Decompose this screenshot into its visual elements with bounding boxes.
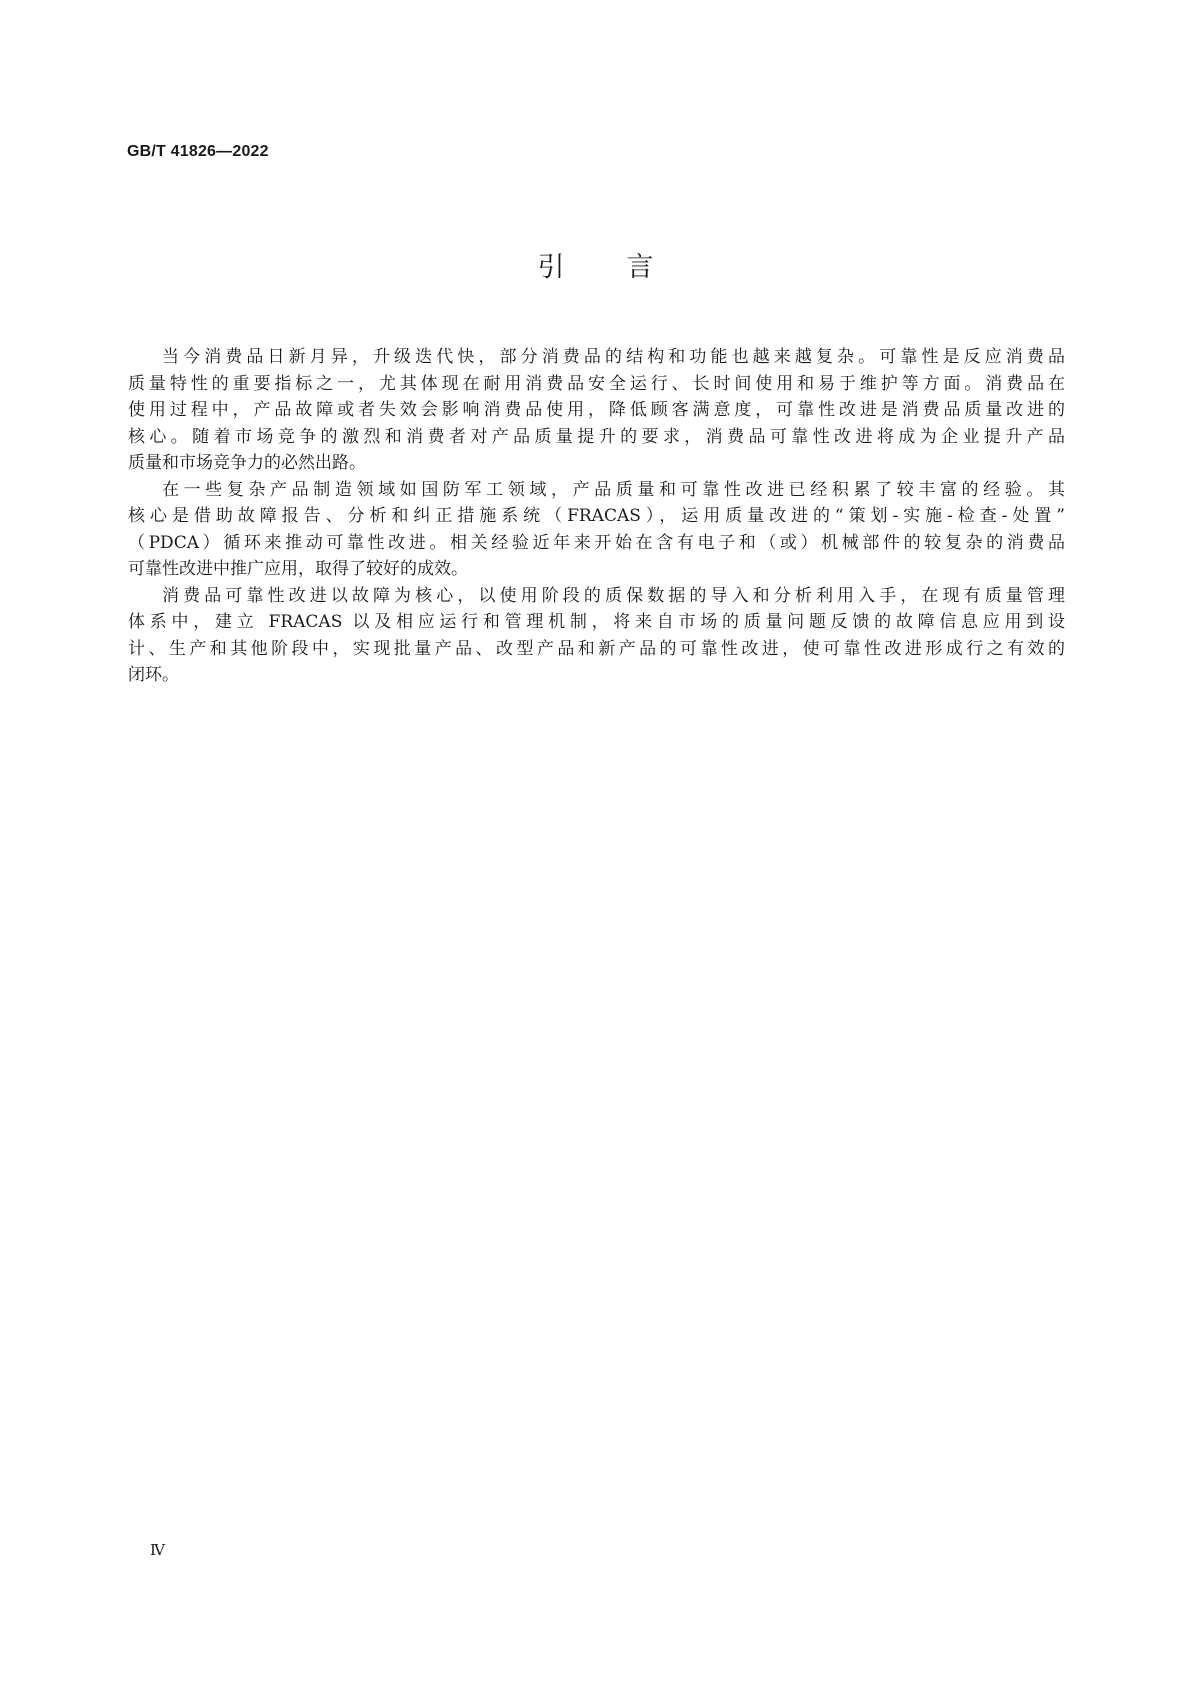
text-line: 消费品可靠性改进以故障为核心，以使用阶段的质保数据的导入和分析利用入手，在现有质量管理 (162, 585, 1065, 606)
text-line: 使用过程中，产品故障或者失效会影响消费品使用，降低顾客满意度，可靠性改进是消费品质量改进的 (128, 400, 1065, 420)
body-text (128, 344, 1065, 689)
text-line: 质量特性的重要指标之一，尤其体现在耐用消费品安全运行、长时间使用和易于维护等方面。消费品在 (128, 373, 1065, 394)
text-line: 质量和市场竞争力的必然出路。 (128, 453, 366, 473)
text-line: 体系中，建立 FRACAS 以及相应运行和管理机制，将来自市场的质量问题反馈的故障信息应用到设 (128, 612, 1065, 632)
text-line: 核心是借助故障报告、分析和纠正措施系统（FRACAS），运用质量改进的“策划-实施-检查-处置” (128, 506, 1065, 526)
text-line: 在一些复杂产品制造领域如国防军工领域，产品质量和可靠性改进已经积累了较丰富的经验。其 (162, 479, 1065, 500)
text-line: 当今消费品日新月异，升级迭代快，部分消费品的结构和功能也越来越复杂。可靠性是反应消费品 (162, 347, 1065, 367)
section-title: 引言 (537, 252, 716, 283)
text-line: 计、生产和其他阶段中，实现批量产品、改型产品和新产品的可靠性改进，使可靠性改进形成行之有效的 (128, 638, 1065, 659)
paragraph-1 (128, 344, 1065, 477)
text-line: 闭环。 (128, 665, 179, 685)
text-line: 可靠性改进中推广应用，取得了较好的成效。 (128, 559, 468, 579)
standard-number: GB/T 41826—2022 (127, 143, 269, 160)
text-line: （PDCA）循环来推动可靠性改进。相关经验近年来开始在含有电子和（或）机械部件的较复杂的消费品 (128, 532, 1065, 553)
text-line: 核心。随着市场竞争的激烈和消费者对产品质量提升的要求，消费品可靠性改进将成为企业提升产品 (128, 426, 1065, 447)
paragraph-3 (128, 583, 1065, 689)
page-number: Ⅳ (150, 1543, 165, 1559)
paragraph-2 (128, 477, 1065, 583)
